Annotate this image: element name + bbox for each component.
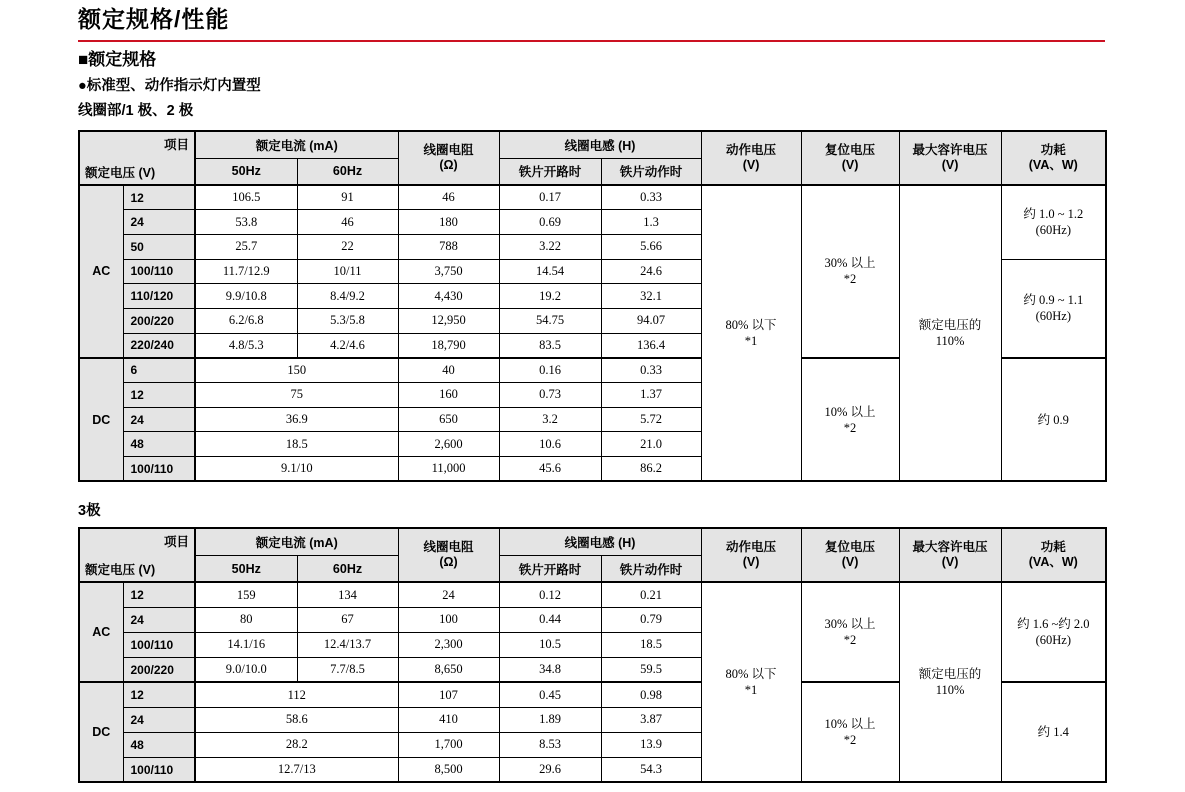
cell-resistance: 2,600 (398, 432, 499, 457)
header-row (79, 131, 1106, 158)
cell-inductance-open: 0.69 (499, 210, 601, 235)
cell-inductance-operated: 0.98 (601, 682, 701, 707)
cell-inductance-open: 34.8 (499, 657, 601, 682)
cell-inductance-open: 29.6 (499, 757, 601, 782)
page-title: 额定规格/性能 (78, 6, 230, 32)
col-header-release-voltage: 复位电压 (V) (801, 528, 899, 582)
cell-resistance: 1,700 (398, 732, 499, 757)
cell-current-50hz: 159 (195, 582, 297, 607)
cell-inductance-operated: 24.6 (601, 259, 701, 284)
cell-inductance-operated: 86.2 (601, 457, 701, 482)
cell-release-voltage-dc: 10% 以上 *2 (801, 358, 899, 481)
cell-inductance-open: 0.73 (499, 383, 601, 408)
cell-current-50hz: 106.5 (195, 185, 297, 210)
cell-resistance: 410 (398, 707, 499, 732)
row-header-voltage: 48 (123, 432, 195, 457)
cell-power-dc: 约 1.4 (1001, 682, 1106, 782)
table2-caption: 3极 (78, 503, 101, 520)
cell-inductance-open: 0.12 (499, 582, 601, 607)
cell-power-ac2: 约 0.9 ~ 1.1 (60Hz) (1001, 259, 1106, 358)
col-header-release-voltage: 复位电压 (V) (801, 131, 899, 185)
row-group-ac: AC (79, 582, 123, 682)
cell-inductance-operated: 54.3 (601, 757, 701, 782)
cell-current-50hz: 80 (195, 607, 297, 632)
row-header-voltage: 50 (123, 234, 195, 259)
rated-voltage-label: 额定电压 (V) (85, 166, 156, 180)
row-header-voltage: 220/240 (123, 333, 195, 358)
cell-operate-voltage: 80% 以下 *1 (701, 185, 801, 481)
corner-header (79, 131, 195, 185)
cell-resistance: 788 (398, 234, 499, 259)
cell-max-voltage: 额定电压的 110% (899, 582, 1001, 782)
cell-resistance: 12,950 (398, 308, 499, 333)
row-header-voltage: 100/110 (123, 632, 195, 657)
cell-resistance: 3,750 (398, 259, 499, 284)
cell-inductance-operated: 32.1 (601, 284, 701, 309)
cell-current-60hz: 4.2/4.6 (297, 333, 398, 358)
row-header-voltage: 100/110 (123, 757, 195, 782)
cell-resistance: 4,430 (398, 284, 499, 309)
cell-inductance-operated: 0.33 (601, 185, 701, 210)
cell-max-voltage: 额定电压的 110% (899, 185, 1001, 481)
type-heading: ●标准型、动作指示灯内置型 (78, 78, 261, 94)
cell-resistance: 24 (398, 582, 499, 607)
row-header-voltage: 200/220 (123, 657, 195, 682)
col-header-coil-resistance: 线圈电阻 (Ω) (398, 131, 499, 185)
cell-inductance-open: 3.22 (499, 234, 601, 259)
table-row (79, 185, 1106, 210)
cell-current-60hz: 67 (297, 607, 398, 632)
cell-resistance: 107 (398, 682, 499, 707)
cell-current-dc: 36.9 (195, 407, 398, 432)
cell-inductance-operated: 18.5 (601, 632, 701, 657)
cell-inductance-open: 1.89 (499, 707, 601, 732)
cell-release-voltage-dc: 10% 以上 *2 (801, 682, 899, 782)
cell-inductance-operated: 3.87 (601, 707, 701, 732)
cell-current-dc: 12.7/13 (195, 757, 398, 782)
col-header-rated-current: 额定电流 (mA) (195, 528, 398, 555)
col-header-60hz: 60Hz (297, 555, 398, 582)
cell-release-voltage-ac: 30% 以上 *2 (801, 582, 899, 682)
row-header-voltage: 100/110 (123, 457, 195, 482)
cell-current-dc: 28.2 (195, 732, 398, 757)
row-header-voltage: 12 (123, 383, 195, 408)
cell-power-ac1: 约 1.0 ~ 1.2 (60Hz) (1001, 185, 1106, 259)
row-header-voltage: 24 (123, 210, 195, 235)
row-header-voltage: 12 (123, 582, 195, 607)
cell-current-dc: 112 (195, 682, 398, 707)
row-group-ac: AC (79, 185, 123, 358)
corner-header (79, 528, 195, 582)
cell-inductance-open: 10.6 (499, 432, 601, 457)
cell-current-dc: 18.5 (195, 432, 398, 457)
coil-table-1pole-2pole (78, 130, 1107, 482)
col-header-60hz: 60Hz (297, 158, 398, 185)
row-group-dc: DC (79, 358, 123, 481)
cell-operate-voltage: 80% 以下 *1 (701, 582, 801, 782)
cell-inductance-operated: 1.3 (601, 210, 701, 235)
cell-release-voltage-ac: 30% 以上 *2 (801, 185, 899, 358)
cell-current-50hz: 6.2/6.8 (195, 308, 297, 333)
cell-inductance-operated: 13.9 (601, 732, 701, 757)
cell-resistance: 180 (398, 210, 499, 235)
cell-inductance-operated: 59.5 (601, 657, 701, 682)
cell-inductance-operated: 0.33 (601, 358, 701, 383)
cell-current-dc: 58.6 (195, 707, 398, 732)
cell-resistance: 8,650 (398, 657, 499, 682)
col-header-max-voltage: 最大容许电压 (V) (899, 528, 1001, 582)
cell-current-50hz: 9.0/10.0 (195, 657, 297, 682)
cell-inductance-operated: 21.0 (601, 432, 701, 457)
cell-inductance-open: 19.2 (499, 284, 601, 309)
cell-inductance-open: 0.44 (499, 607, 601, 632)
row-header-voltage: 48 (123, 732, 195, 757)
cell-current-50hz: 9.9/10.8 (195, 284, 297, 309)
row-group-dc: DC (79, 682, 123, 782)
row-header-voltage: 24 (123, 407, 195, 432)
row-header-voltage: 24 (123, 607, 195, 632)
cell-inductance-open: 83.5 (499, 333, 601, 358)
item-label: 项目 (164, 138, 190, 152)
cell-current-50hz: 11.7/12.9 (195, 259, 297, 284)
cell-current-60hz: 7.7/8.5 (297, 657, 398, 682)
item-label: 项目 (164, 535, 190, 550)
cell-inductance-operated: 5.66 (601, 234, 701, 259)
row-header-voltage: 12 (123, 185, 195, 210)
header-row (79, 528, 1106, 555)
col-header-armature-open: 铁片开路时 (499, 158, 601, 185)
cell-resistance: 8,500 (398, 757, 499, 782)
cell-current-50hz: 4.8/5.3 (195, 333, 297, 358)
col-header-armature-operated: 铁片动作时 (601, 158, 701, 185)
cell-resistance: 46 (398, 185, 499, 210)
row-header-voltage: 100/110 (123, 259, 195, 284)
cell-current-60hz: 91 (297, 185, 398, 210)
col-header-50hz: 50Hz (195, 158, 297, 185)
cell-inductance-operated: 136.4 (601, 333, 701, 358)
row-header-voltage: 6 (123, 358, 195, 383)
cell-current-50hz: 14.1/16 (195, 632, 297, 657)
col-header-max-voltage: 最大容许电压 (V) (899, 131, 1001, 185)
cell-inductance-open: 54.75 (499, 308, 601, 333)
col-header-power: 功耗 (VA、W) (1001, 528, 1106, 582)
row-header-voltage: 200/220 (123, 308, 195, 333)
cell-inductance-operated: 0.79 (601, 607, 701, 632)
cell-current-60hz: 5.3/5.8 (297, 308, 398, 333)
row-header-voltage: 110/120 (123, 284, 195, 309)
cell-current-50hz: 25.7 (195, 234, 297, 259)
cell-power-ac: 约 1.6 ~约 2.0 (60Hz) (1001, 582, 1106, 682)
cell-inductance-open: 45.6 (499, 457, 601, 482)
cell-resistance: 40 (398, 358, 499, 383)
cell-resistance: 100 (398, 607, 499, 632)
coil-table-3pole (78, 527, 1107, 783)
cell-current-60hz: 22 (297, 234, 398, 259)
cell-resistance: 2,300 (398, 632, 499, 657)
cell-resistance: 18,790 (398, 333, 499, 358)
cell-current-50hz: 53.8 (195, 210, 297, 235)
cell-resistance: 160 (398, 383, 499, 408)
rated-voltage-label: 额定电压 (V) (85, 563, 156, 578)
col-header-operate-voltage: 动作电压 (V) (701, 528, 801, 582)
col-header-rated-current: 额定电流 (mA) (195, 131, 398, 158)
col-header-power: 功耗 (VA、W) (1001, 131, 1106, 185)
cell-inductance-open: 8.53 (499, 732, 601, 757)
cell-resistance: 11,000 (398, 457, 499, 482)
col-header-armature-open: 铁片开路时 (499, 555, 601, 582)
cell-current-dc: 9.1/10 (195, 457, 398, 482)
section-heading: ■额定规格 (78, 50, 157, 69)
cell-inductance-operated: 1.37 (601, 383, 701, 408)
cell-inductance-open: 14.54 (499, 259, 601, 284)
row-header-voltage: 12 (123, 682, 195, 707)
row-header-voltage: 24 (123, 707, 195, 732)
cell-current-dc: 150 (195, 358, 398, 383)
cell-current-60hz: 8.4/9.2 (297, 284, 398, 309)
col-header-operate-voltage: 动作电压 (V) (701, 131, 801, 185)
title-underline (78, 40, 1105, 42)
col-header-armature-operated: 铁片动作时 (601, 555, 701, 582)
table1-caption: 线圈部/1 极、2 极 (78, 103, 194, 119)
col-header-coil-inductance: 线圈电感 (H) (499, 528, 701, 555)
cell-power-dc: 约 0.9 (1001, 358, 1106, 481)
cell-current-dc: 75 (195, 383, 398, 408)
cell-current-60hz: 46 (297, 210, 398, 235)
cell-inductance-open: 3.2 (499, 407, 601, 432)
cell-inductance-open: 0.16 (499, 358, 601, 383)
cell-current-60hz: 12.4/13.7 (297, 632, 398, 657)
col-header-50hz: 50Hz (195, 555, 297, 582)
cell-inductance-open: 0.45 (499, 682, 601, 707)
cell-current-60hz: 10/11 (297, 259, 398, 284)
col-header-coil-inductance: 线圈电感 (H) (499, 131, 701, 158)
page (78, 0, 1105, 783)
cell-inductance-operated: 5.72 (601, 407, 701, 432)
table-row (79, 582, 1106, 607)
cell-inductance-open: 10.5 (499, 632, 601, 657)
cell-resistance: 650 (398, 407, 499, 432)
cell-inductance-open: 0.17 (499, 185, 601, 210)
cell-inductance-operated: 94.07 (601, 308, 701, 333)
cell-current-60hz: 134 (297, 582, 398, 607)
cell-inductance-operated: 0.21 (601, 582, 701, 607)
col-header-coil-resistance: 线圈电阻 (Ω) (398, 528, 499, 582)
